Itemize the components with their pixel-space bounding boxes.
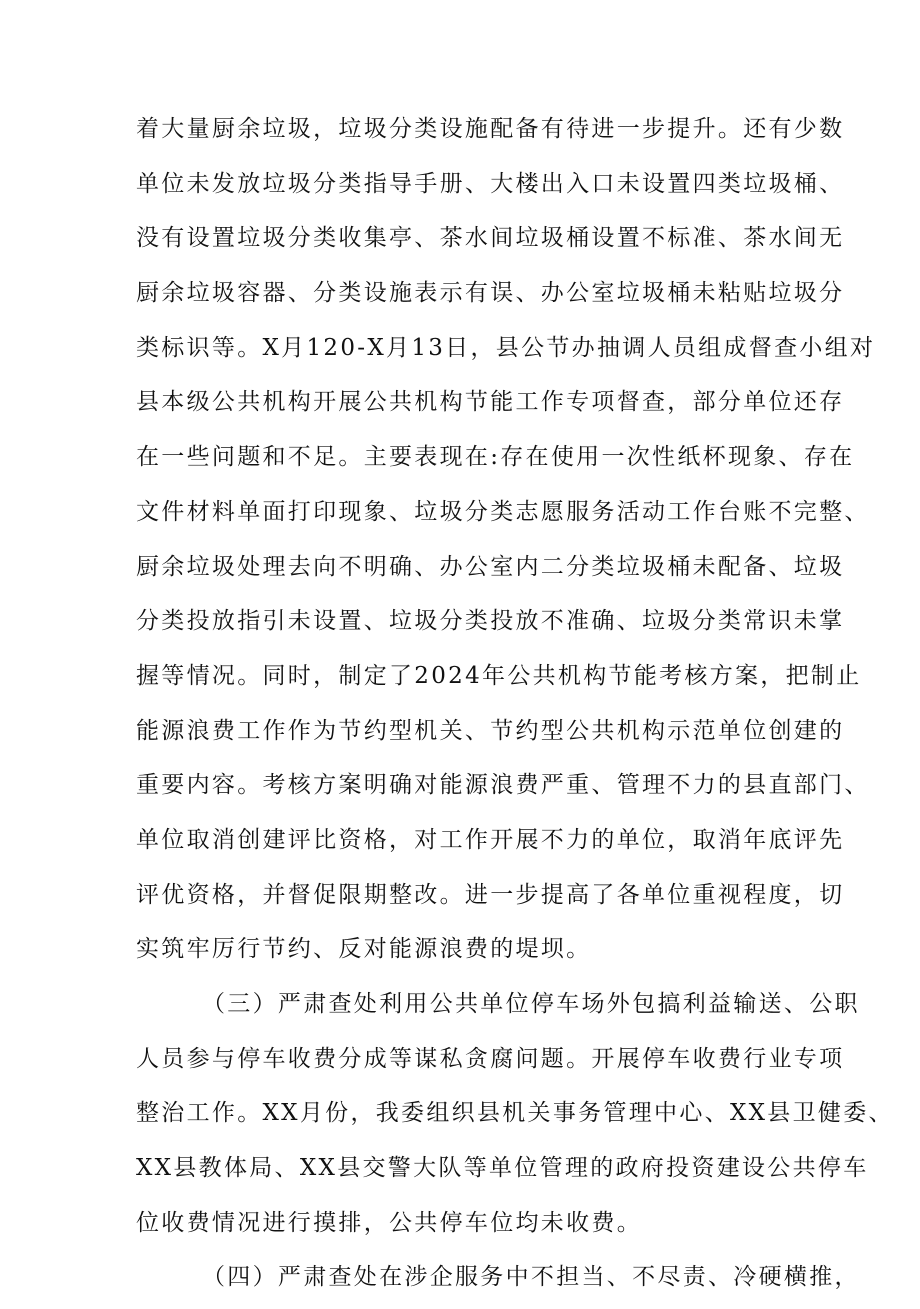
section-heading-line: （三）严肃查处利用公共单位停车场外包搞利益输送、公职 (202, 991, 860, 1017)
text-line: 县本级公共机构开展公共机构节能工作专项督查，部分单位还存 (136, 389, 845, 416)
text-line: 文件材料单面打印现象、垃圾分类志愿服务活动工作台账不完整、 (136, 498, 870, 525)
text-line: 单位取消创建评比资格，对工作开展不力的单位，取消年底评先 (136, 826, 845, 853)
text-line: 实筑牢厉行节约、反对能源浪费的堤坝。 (136, 936, 592, 963)
text-line: 重要内容。考核方案明确对能源浪费严重、管理不力的县直部门、 (136, 772, 870, 799)
text-line: 单位未发放垃圾分类指导手册、大楼出入口未设置四类垃圾桶、 (136, 170, 845, 197)
text-line: 人员参与停车收费分成等谋私贪腐问题。开展停车收费行业专项 (136, 1045, 845, 1072)
text-line: 位收费情况进行摸排，公共停车位均未收费。 (136, 1209, 642, 1236)
text-line: 着大量厨余垃圾，垃圾分类设施配备有待进一步提升。还有少数 (136, 116, 845, 142)
text-line: 在一些问题和不足。主要表现在:存在使用一次性纸杯现象、存在 (136, 444, 855, 471)
text-line: 整治工作。XX月份，我委组织县机关事务管理中心、XX县卫健委、 (136, 1100, 894, 1127)
text-line: 厨余垃圾处理去向不明确、办公室内二分类垃圾桶未配备、垃圾 (136, 553, 845, 580)
section-heading-line: （四）严肃查处在涉企服务中不担当、不尽责、冷硬横推， (202, 1264, 860, 1291)
text-line: 厨余垃圾容器、分类设施表示有误、办公室垃圾桶未粘贴垃圾分 (136, 280, 845, 307)
text-line: 握等情况。同时，制定了2024年公共机构节能考核方案，把制止 (136, 662, 862, 689)
text-line: 类标识等。X月120-X月13日，县公节办抽调人员组成督查小组对 (136, 334, 876, 361)
text-line: 评优资格，并督促限期整改。进一步提高了各单位重视程度，切 (136, 881, 845, 908)
text-line: 能源浪费工作作为节约型机关、节约型公共机构示范单位创建的 (136, 717, 845, 744)
text-line: XX县教体局、XX县交警大队等单位管理的政府投资建设公共停车 (136, 1155, 869, 1182)
text-line: 分类投放指引未设置、垃圾分类投放不准确、垃圾分类常识未掌 (136, 608, 845, 635)
text-line: 没有设置垃圾分类收集亭、茶水间垃圾桶设置不标准、茶水间无 (136, 225, 845, 252)
body-text (136, 106, 894, 1309)
